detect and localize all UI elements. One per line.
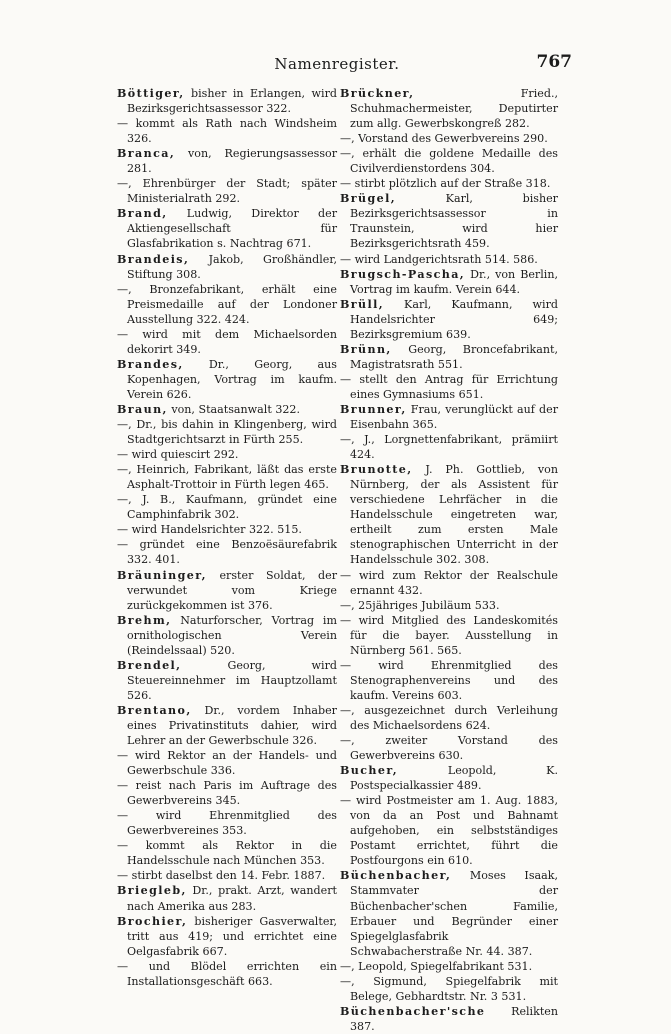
index-entry	[117, 522, 337, 537]
entry-text: — gründet eine Benzoësäurefabrik 332. 401.	[117, 538, 337, 567]
index-entry	[340, 598, 558, 613]
index-entry	[340, 1004, 558, 1034]
index-entry	[340, 191, 558, 251]
page-number: 767	[536, 52, 572, 72]
entry-text: — kommt als Rath nach Windsheim 326.	[117, 117, 337, 146]
index-entry	[117, 748, 337, 778]
entry-text: Georg, Broncefabrikant, Magistratsrath 551.	[350, 342, 558, 371]
index-entry	[117, 146, 337, 176]
index-entry	[117, 402, 337, 417]
entry-text: — wird quiescirt 292.	[117, 448, 239, 462]
entry-text: bisher in Erlangen, wird Bezirksgerichtsassessor 322.	[127, 87, 337, 116]
entry-text: — wird Ehrenmitglied des Gewerbvereines 353.	[117, 809, 337, 838]
entry-text: Moses Isaak, Stammvater der Büchenbacher'schen Familie, Erbauer und Begründer einer Spiegelglasfabrik Schwabacherstraße Nr. 44. 387.	[350, 869, 558, 958]
index-entry	[117, 868, 337, 883]
entry-text: —, J., Lorgnettenfabrikant, prämiirt 424.	[340, 433, 558, 462]
entry-text: — wird mit dem Michaelsorden dekorirt 349.	[117, 327, 337, 356]
entry-text: — wird Landgerichtsrath 514. 586.	[340, 252, 538, 266]
entry-text: —, Dr., bis dahin in Klingenberg, wird Stadtgerichtsarzt in Fürth 255.	[117, 418, 337, 447]
entry-name: Brügel,	[340, 192, 396, 206]
entry-text: Dr., vordem Inhaber eines Privatinstituts dahier, wird Lehrer an der Gewerbschule 326.	[127, 703, 337, 748]
index-entry	[117, 658, 337, 703]
entry-text: Karl, Kaufmann, wird Handelsrichter 649; Bezirksgremium 639.	[350, 297, 558, 341]
entry-text: von, Staatsanwalt 322.	[167, 402, 301, 416]
index-entry	[340, 703, 558, 733]
entry-text: Jakob, Großhändler, Stiftung 308.	[127, 252, 337, 281]
entry-name: Brünn,	[340, 342, 392, 356]
index-entry	[117, 613, 337, 658]
index-entry	[340, 613, 558, 658]
page-header	[117, 52, 572, 78]
entry-text: Fried., Schuhmachermeister, Deputirter zum allg. Gewerbskongreß 282.	[350, 87, 558, 131]
index-entry	[117, 327, 337, 357]
entry-name: Brunotte,	[340, 463, 413, 477]
entry-text: —, Heinrich, Fabrikant, läßt das erste Asphalt-Trottoir in Fürth legen 465.	[117, 463, 337, 492]
index-entry	[340, 146, 558, 176]
entry-text: Dr., prakt. Arzt, wandert nach Amerika aus 283.	[127, 884, 337, 913]
index-entry	[117, 808, 337, 838]
index-entry	[340, 658, 558, 703]
index-entry	[340, 432, 558, 462]
entry-text: —, Vorstand des Gewerbvereins 290.	[340, 132, 548, 146]
entry-name: Briegleb,	[117, 884, 187, 898]
entry-text: — stirbt plötzlich auf der Straße 318.	[340, 177, 551, 191]
entry-text: Karl, bisher Bezirksgerichtsassessor in Traunstein, wird hier Bezirksgerichtsrath 459.	[350, 192, 558, 251]
entry-name: Brunner,	[340, 402, 407, 416]
index-entry	[340, 297, 558, 342]
entry-name: Böttiger,	[117, 87, 185, 100]
entry-text: — stellt den Antrag für Errichtung eines Gymnasiums 651.	[340, 372, 558, 401]
index-entry	[117, 838, 337, 868]
entry-name: Brendel,	[117, 658, 182, 672]
index-entry	[117, 357, 337, 402]
entry-name: Bräuninger,	[117, 568, 207, 582]
index-entry	[340, 86, 558, 131]
index-entry	[340, 733, 558, 763]
index-entry	[117, 778, 337, 808]
index-entry	[117, 568, 337, 613]
entry-text: Leopold, K. Postspecialkassier 489.	[350, 764, 558, 793]
index-entry	[340, 763, 558, 793]
entry-text: von, Regierungsassessor 281.	[127, 147, 337, 176]
entry-text: —, Ehrenbürger der Stadt; später Ministerialrath 292.	[117, 177, 337, 206]
entry-text: —, 25jähriges Jubiläum 533.	[340, 598, 500, 612]
index-entry	[340, 252, 558, 267]
entry-name: Brandes,	[117, 357, 184, 371]
index-entry	[117, 883, 337, 913]
entry-text: — wird zum Rektor der Realschule ernannt 432.	[340, 568, 558, 597]
index-entry	[117, 86, 337, 116]
entry-text: — wird Postmeister am 1. Aug. 1883, von da an Post und Bahnamt aufgehoben, ein selbstständiges Postamt errichtet, führt die Postfourgons ein 610.	[340, 794, 558, 868]
index-entry	[340, 342, 558, 372]
index-entry	[117, 492, 337, 522]
entry-text: bisheriger Gasverwalter, tritt aus 419; und errichtet eine Oelgasfabrik 667.	[127, 914, 337, 958]
entry-text: erster Soldat, der verwundet vom Kriege zurückgekommen ist 376.	[127, 568, 337, 612]
entry-name: Brentano,	[117, 703, 192, 717]
entry-text: Dr., Georg, aus Kopenhagen, Vortrag im kaufm. Verein 626.	[127, 357, 337, 401]
index-entry	[340, 793, 558, 868]
entry-name: Brochier,	[117, 914, 188, 928]
entry-name: Brugsch-Pascha,	[340, 267, 466, 281]
index-entry	[117, 206, 337, 251]
index-entry	[117, 537, 337, 567]
entry-text: Relikten 387.	[350, 1004, 558, 1033]
entry-text: —, Bronzefabrikant, erhält eine Preismedaille auf der Londoner Ausstellung 322. 424.	[117, 282, 337, 326]
entry-text: —, erhält die goldene Medaille des Civilverdienstordens 304.	[340, 147, 558, 176]
entry-name: Brückner,	[340, 87, 415, 100]
index-entry	[340, 402, 558, 432]
index-entry	[117, 176, 337, 206]
index-entry	[117, 462, 337, 492]
entry-text: Georg, wird Steuereinnehmer im Hauptzollamt 526.	[127, 658, 337, 702]
entry-text: — wird Mitglied des Landeskomités für die bayer. Ausstellung in Nürnberg 561. 565.	[340, 613, 558, 657]
index-entry	[117, 959, 337, 989]
right-column	[340, 86, 558, 1034]
entry-name: Brüll,	[340, 297, 384, 311]
entry-name: Brand,	[117, 207, 168, 221]
index-entry	[117, 447, 337, 462]
index-entry	[117, 252, 337, 282]
index-entry	[340, 131, 558, 146]
entry-text: Dr., von Berlin, Vortrag im kaufm. Verein 644.	[350, 267, 558, 296]
entry-name: Bucher,	[340, 764, 399, 778]
entry-text: Naturforscher, Vortrag im ornithologischen Verein (Reindelssaal) 520.	[127, 613, 337, 657]
entry-text: Frau, verunglückt auf der Eisenbahn 365.	[350, 402, 558, 432]
index-entry	[117, 282, 337, 327]
entry-name: Brandeis,	[117, 252, 190, 266]
index-entry	[340, 462, 558, 567]
entry-name: Büchenbacher,	[340, 869, 452, 883]
index-entry	[340, 959, 558, 974]
index-entry	[340, 974, 558, 1004]
index-entry	[340, 372, 558, 402]
entry-text: —, J. B., Kaufmann, gründet eine Camphinfabrik 302.	[117, 493, 337, 522]
index-entry	[340, 868, 558, 958]
entry-name: Braun,	[117, 402, 168, 416]
entry-text: — wird Ehrenmitglied des Stenographenvereins und des kaufm. Vereins 603.	[340, 658, 558, 702]
running-title: Namenregister.	[274, 55, 400, 73]
index-entry	[117, 703, 337, 748]
index-entry	[340, 267, 558, 297]
entry-text: — kommt als Rektor in die Handelsschule nach München 353.	[117, 839, 337, 868]
entry-text: — wird Handelsrichter 322. 515.	[117, 523, 302, 537]
entry-text: Ludwig, Direktor der Aktiengesellschaft für Glasfabrikation s. Nachtrag 671.	[127, 207, 337, 251]
entry-name: Büchenbacher'sche	[340, 1004, 486, 1018]
index-entry	[117, 914, 337, 959]
index-entry	[340, 568, 558, 598]
entry-text: — reist nach Paris im Auftrage des Gewerbvereins 345.	[117, 779, 337, 808]
entry-text: — wird Rektor an der Handels- und Gewerbschule 336.	[117, 749, 337, 778]
entry-text: — und Blödel errichten ein Installationsgeschäft 663.	[117, 959, 337, 988]
entry-text: —, Leopold, Spiegelfabrikant 531.	[340, 959, 533, 973]
entry-text: —, Sigmund, Spiegelfabrik mit Belege, Gebhardtstr. Nr. 3 531.	[340, 974, 558, 1003]
index-entry	[117, 116, 337, 146]
left-column	[117, 86, 337, 989]
index-entry	[117, 417, 337, 447]
entry-text: J. Ph. Gottlieb, von Nürnberg, der als Assistent für verschiedene Lehrfächer in die Handelsschule eingetreten war, ertheilt zum ersten Male stenographischen Unterricht in der Handelsschule 302. 308.	[350, 463, 558, 567]
entry-name: Brehm,	[117, 613, 172, 627]
entry-name: Branca,	[117, 147, 176, 161]
entry-text: —, ausgezeichnet durch Verleihung des Michaelsordens 624.	[340, 703, 558, 732]
entry-text: — stirbt daselbst den 14. Febr. 1887.	[117, 869, 326, 883]
index-entry	[340, 176, 558, 191]
entry-text: —, zweiter Vorstand des Gewerbvereins 630.	[340, 734, 558, 763]
